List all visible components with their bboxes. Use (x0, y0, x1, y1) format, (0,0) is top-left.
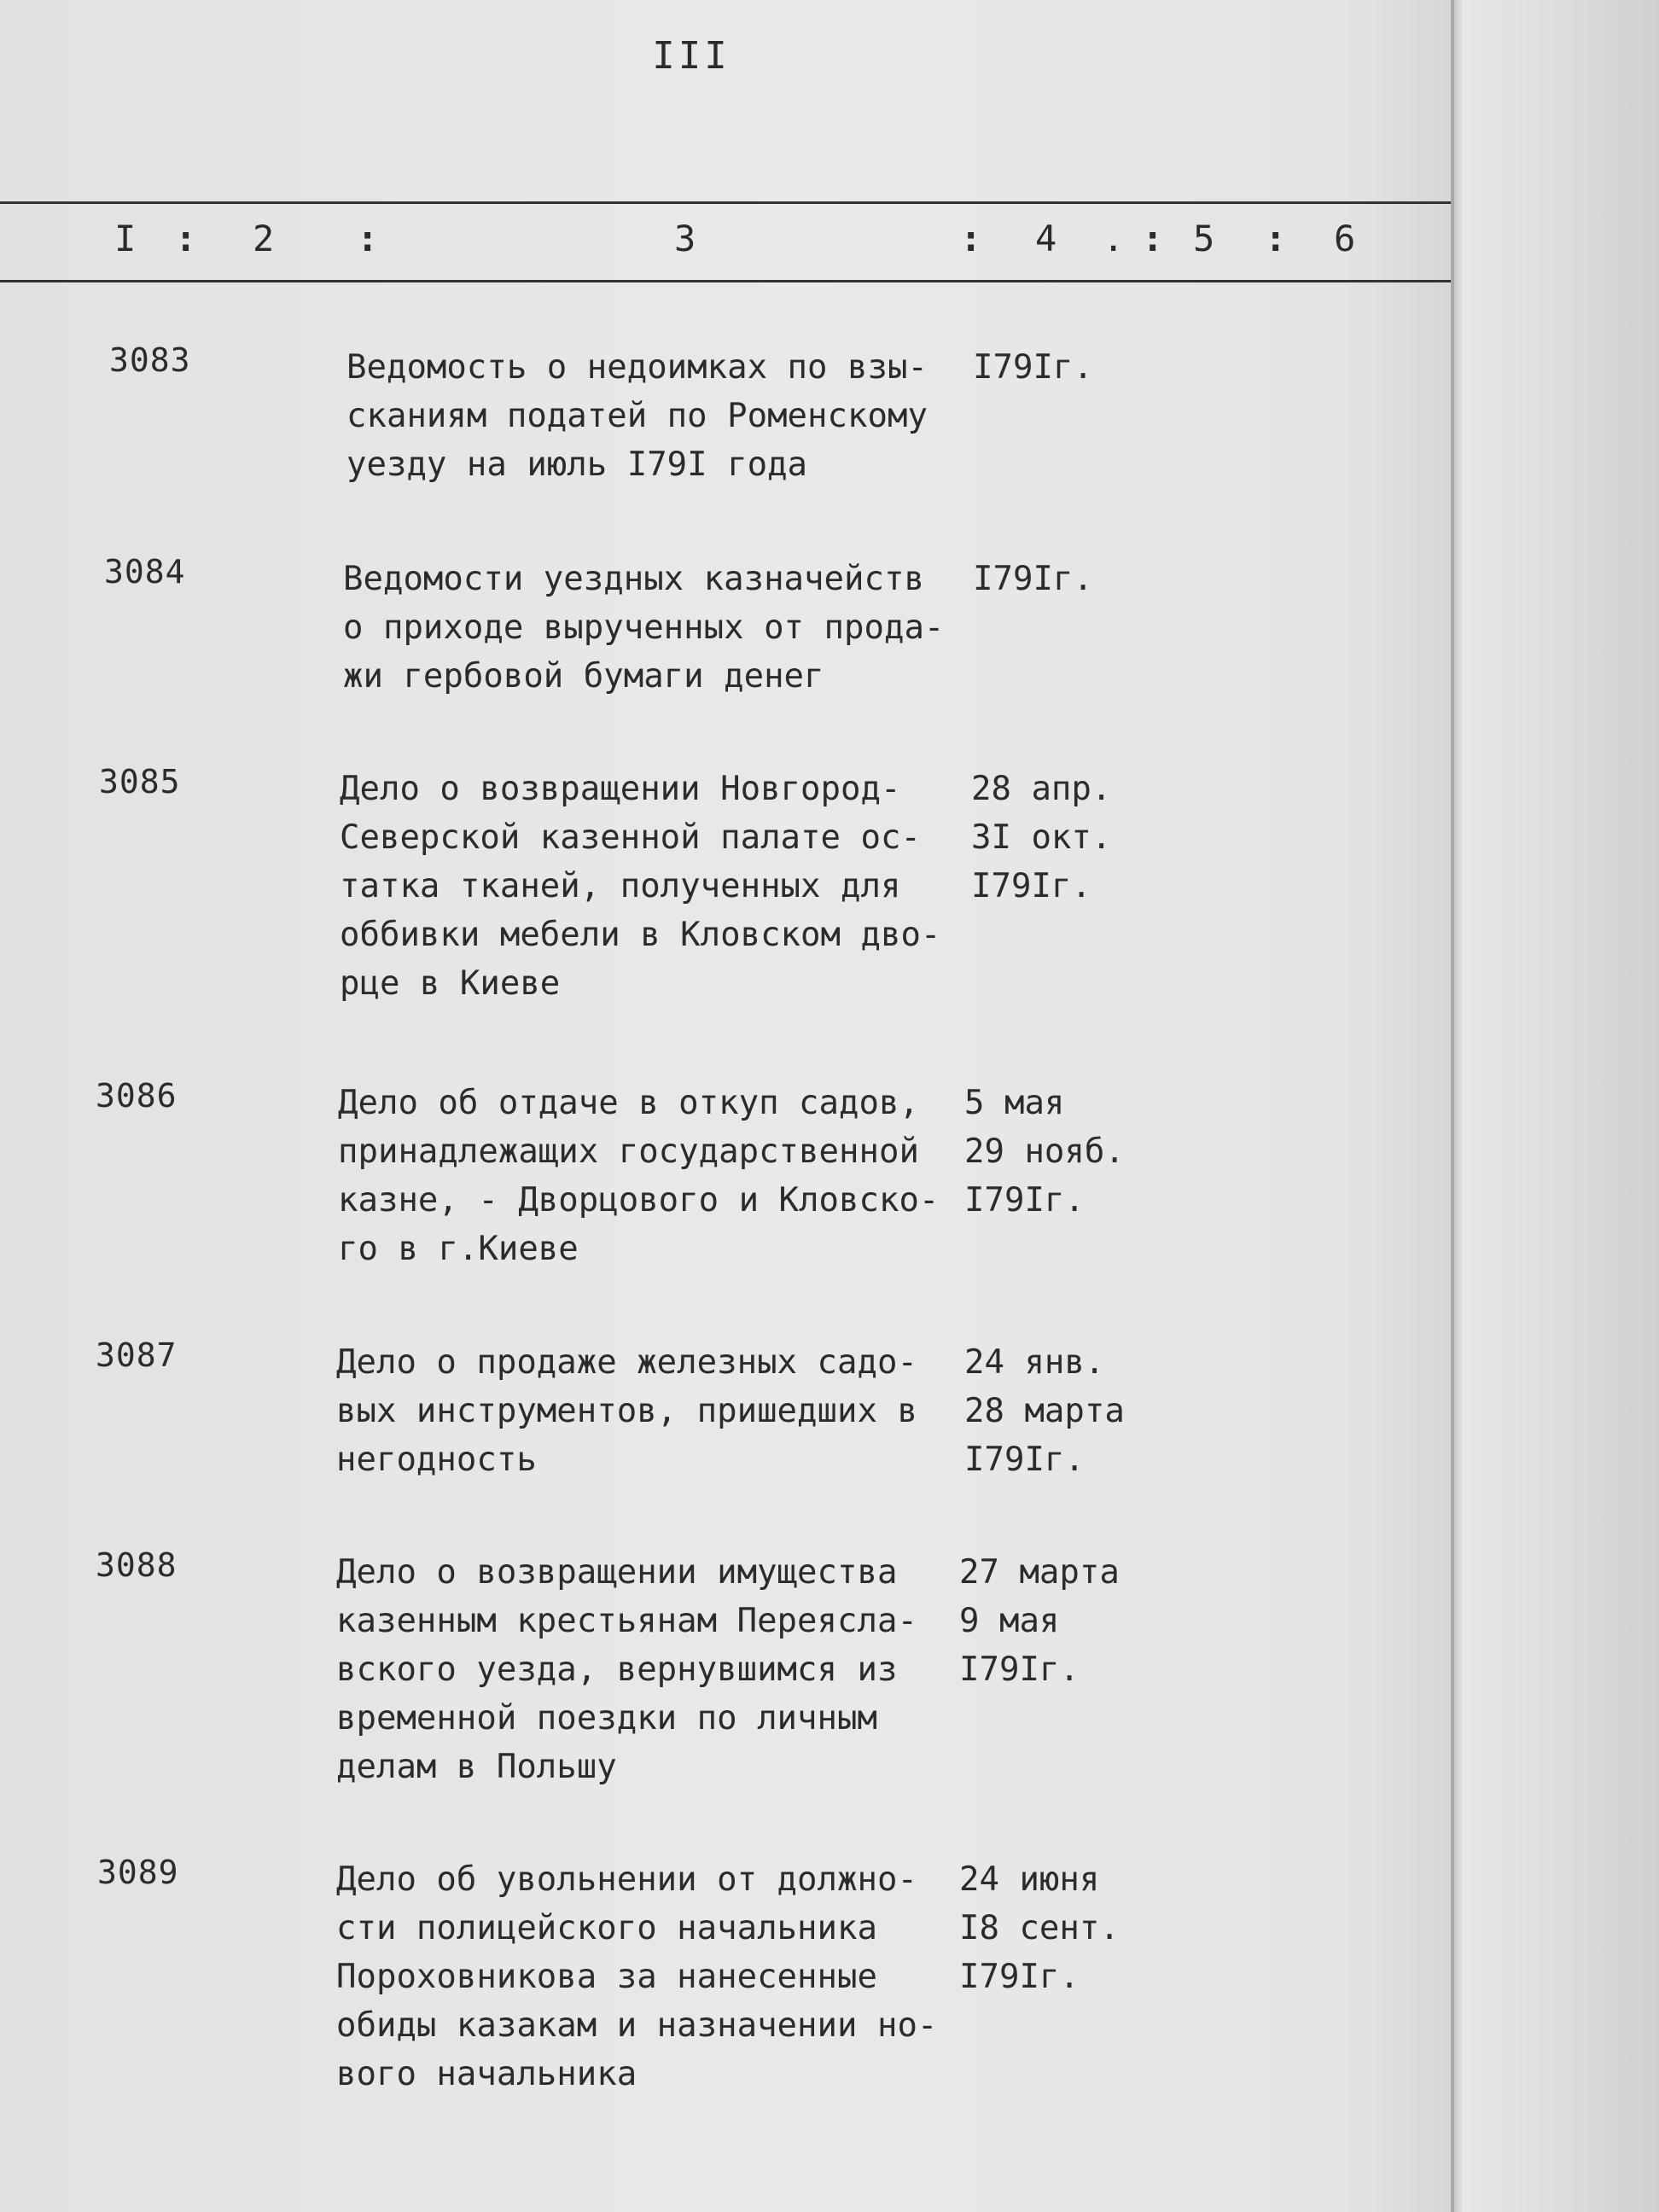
record-title-line: Дело о возвращении Новгород- (340, 770, 901, 808)
adjacent-page-edge (1451, 0, 1659, 2212)
record-dates (964, 1079, 1125, 1225)
record-title (336, 1548, 917, 1791)
record-title-line: го в г.Киеве (338, 1230, 579, 1268)
record-date-line: 9 мая (959, 1602, 1060, 1640)
column-separator: : (357, 218, 379, 259)
column-header-1: I (114, 218, 137, 259)
record-title-line: жи гербовой бумаги денег (343, 657, 824, 696)
column-header-3: 3 (674, 218, 696, 259)
record-title-line: татка тканей, полученных для (340, 867, 901, 905)
column-header-6: 6 (1334, 218, 1356, 259)
record-title-line: Дело о возвращении имущества (336, 1553, 898, 1592)
record-title-line: вского уезда, вернувшимся из (336, 1650, 898, 1689)
record-title-line: вого начальника (336, 2055, 637, 2093)
column-separator: : (175, 218, 197, 259)
record-date-line: 28 апр. (971, 770, 1112, 808)
record-title-line: Дело о продаже железных садо- (336, 1343, 917, 1382)
record-date-line: I79Iг. (971, 867, 1091, 905)
record-number: 3083 (109, 341, 191, 379)
page-fold (1451, 0, 1454, 2212)
record-date-line: I79Iг. (959, 1958, 1080, 1996)
column-separator: : (1142, 218, 1164, 259)
record-dates (959, 1855, 1120, 2001)
record-title-line: обиды казакам и назначении но- (336, 2006, 938, 2045)
record-date-line: I79Iг. (973, 348, 1093, 387)
record-title-line: Северской казенной палате ос- (340, 818, 921, 857)
record-date-line: I79Iг. (959, 1650, 1080, 1689)
record-dates (964, 1338, 1125, 1484)
record-date-line: I79Iг. (964, 1441, 1085, 1479)
column-header-2: 2 (253, 218, 275, 259)
record-date-line: 3I окт. (971, 818, 1112, 857)
record-title-line: негодность (336, 1441, 537, 1479)
column-header-4: 4 (1035, 218, 1057, 259)
record-title-line: Ведомость о недоимках по взы- (346, 348, 928, 387)
record-title (346, 343, 928, 489)
record-number: 3087 (96, 1336, 178, 1374)
record-date-line: 24 янв. (964, 1343, 1105, 1382)
record-title-line: принадлежащих государственной (338, 1132, 919, 1171)
record-dates (973, 343, 1093, 392)
column-dot: . (1103, 218, 1125, 259)
record-title-line: Дело об отдаче в откуп садов, (338, 1084, 919, 1122)
record-number: 3089 (97, 1854, 179, 1891)
record-title-line: оббивки мебели в Кловском дво- (340, 916, 941, 954)
header-rule-bottom (0, 280, 1458, 282)
record-number: 3084 (104, 553, 186, 591)
record-title-line: сти полицейского начальника (336, 1909, 877, 1947)
record-title-line: вых инструментов, пришедших в (336, 1392, 917, 1430)
record-title-line: Пороховникова за нанесенные (336, 1958, 877, 1996)
record-dates (971, 765, 1111, 911)
record-title (338, 1079, 939, 1273)
record-date-line: 29 нояб. (964, 1132, 1125, 1171)
column-separator: : (1265, 218, 1287, 259)
record-title (343, 555, 944, 701)
record-title-line: казне, - Дворцового и Кловско- (338, 1181, 940, 1220)
record-title (336, 1855, 937, 2098)
record-title-line: рце в Киеве (340, 964, 561, 1003)
record-title (340, 765, 940, 1008)
record-date-line: 27 марта (959, 1553, 1120, 1592)
record-title-line: казенным крестьянам Переясла- (336, 1602, 917, 1640)
header-rule-top (0, 201, 1458, 204)
record-title-line: сканиям податей по Роменскому (346, 397, 928, 435)
record-number: 3088 (96, 1546, 178, 1584)
record-title-line: Ведомости уездных казначейств (343, 560, 924, 598)
page-number: III (652, 34, 731, 78)
record-title-line: уезду на июль I79I года (346, 445, 808, 484)
record-title-line: временной поездки по личным (336, 1699, 877, 1738)
record-dates (973, 555, 1093, 603)
record-dates (959, 1548, 1120, 1694)
record-date-line: 5 мая (964, 1084, 1065, 1122)
column-header-5: 5 (1193, 218, 1215, 259)
record-date-line: I79Iг. (964, 1181, 1085, 1220)
record-number: 3086 (96, 1077, 178, 1115)
record-title (336, 1338, 917, 1484)
record-date-line: I8 сент. (959, 1909, 1120, 1947)
record-title-line: делам в Польшу (336, 1748, 617, 1786)
record-number: 3085 (99, 763, 181, 800)
record-date-line: 28 марта (964, 1392, 1125, 1430)
record-date-line: 24 июня (959, 1860, 1100, 1899)
record-title-line: Дело об увольнении от должно- (336, 1860, 917, 1899)
record-title-line: о приходе вырученных от прода- (343, 608, 945, 647)
record-date-line: I79Iг. (973, 560, 1093, 598)
column-separator: : (960, 218, 982, 259)
